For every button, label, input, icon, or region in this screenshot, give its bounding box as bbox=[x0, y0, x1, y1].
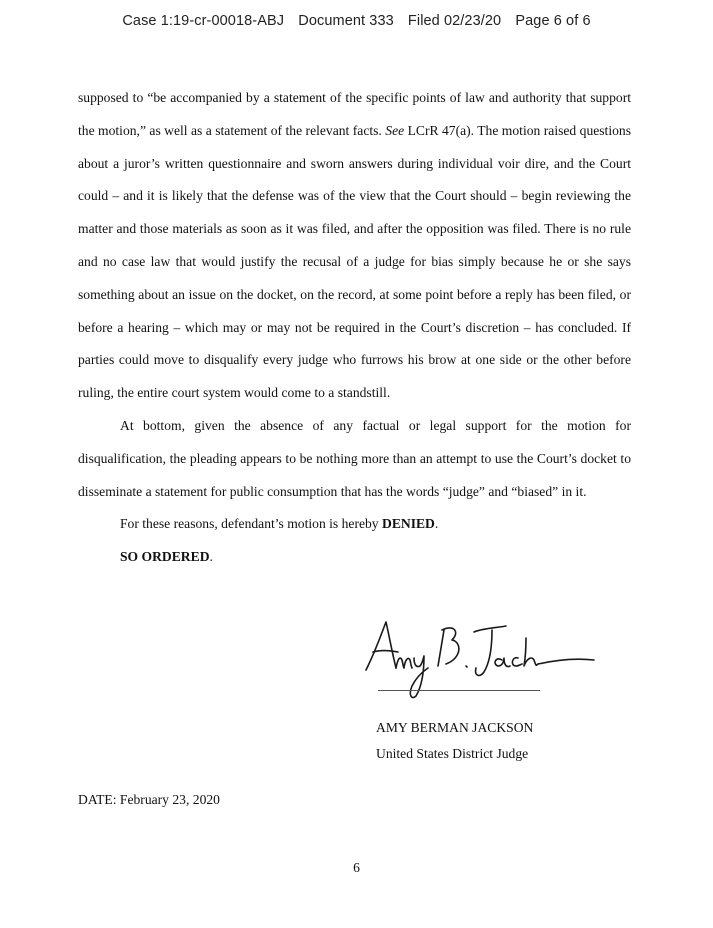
case-header bbox=[0, 13, 713, 29]
paragraph-3: For these reasons, defendant’s motion is hereby DENIED. bbox=[120, 516, 439, 532]
handwritten-signature bbox=[356, 610, 601, 700]
judge-title: United States District Judge bbox=[376, 746, 529, 761]
ruling-denied: DENIED bbox=[382, 516, 435, 532]
so-ordered: SO ORDERED. bbox=[120, 549, 213, 565]
order-body bbox=[78, 82, 631, 574]
page-indicator: Page 6 of 6 bbox=[515, 13, 591, 29]
document-number: Document 333 bbox=[298, 13, 394, 29]
page-number: 6 bbox=[353, 860, 360, 875]
paragraph-1: supposed to “be accompanied by a statement of the specific points of law and authority that support the motion,” as well as a statement of the relevant facts. See LCrR 47(a). The motion raised questions about a juror’s written questionnaire and sworn answers during individual voir dire, and the Court could – and it is likely that the defense was of the view that the Court should – begin reviewing the matter and those materials as soon as it was filed, and after the opposition was filed. There is no rule and no case law that would justify the recusal of a judge for bias simply because he or she says something about an issue on the docket, on the record, at some point before a reply has been filed, or before a hearing – which may or may not be required in the Court’s discretion – has concluded. If parties could move to disqualify every judge who furrows his brow at one side or the other before ruling, the entire court system would come to a standstill. bbox=[78, 90, 631, 401]
date-line: DATE: February 23, 2020 bbox=[78, 792, 220, 807]
see-citation-signal: See bbox=[385, 122, 405, 138]
signature-block bbox=[376, 715, 533, 767]
signature-line bbox=[378, 690, 540, 691]
paragraph-2: At bottom, given the absence of any factual or legal support for the motion for disqualification, the pleading appears to be nothing more than an attempt to use the Court’s docket to disseminate a statement for public consumption that has the words “judge” and “biased” in it. bbox=[78, 417, 631, 499]
filed-date: Filed 02/23/20 bbox=[407, 13, 502, 29]
judge-name: AMY BERMAN JACKSON bbox=[376, 720, 534, 735]
case-number: Case 1:19-cr-00018-ABJ bbox=[122, 13, 285, 29]
